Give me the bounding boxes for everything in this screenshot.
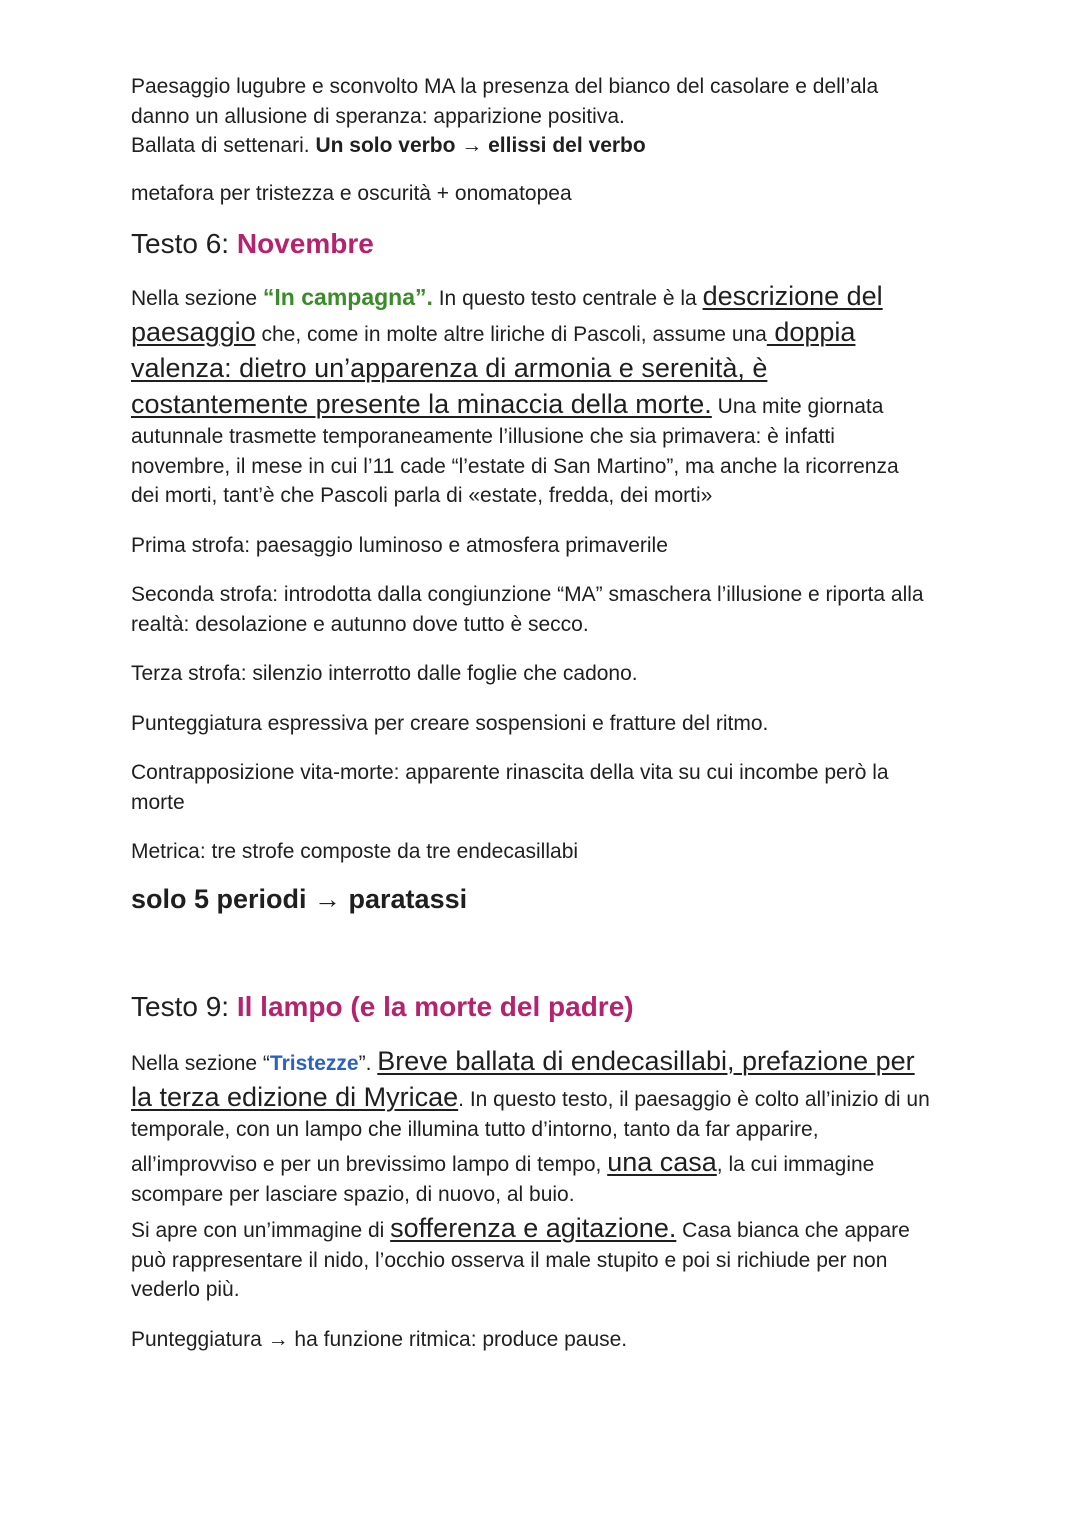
testo6-periodi: solo 5 periodi → paratassi [131,883,468,914]
testo6-section: “In campagna”. [262,284,433,310]
testo9-underline-3: sofferenza e agitazione. [390,1212,677,1243]
intro-line3: metafora per tristezza e oscurità + onomatopea [131,181,572,205]
testo9-label: Testo 9: [131,990,237,1022]
intro-paragraph [131,72,931,161]
testo6-underline-2: doppia valenza: dietro un’apparenza di armonia e serenità, è costantemente presente la minaccia della morte. [131,317,856,419]
testo6-p1-d: Una mite giornata autunnale trasmette temporaneamente l’illusione che sia primavera: è infatti novembre, il mese in cui l’11 cade “l’estate di San Martino”, ma anche la ricorrenza dei morti, tant’è che Pascoli parla di «estate, fredda, dei morti» [131,395,899,507]
testo6-p1-b: In questo testo centrale è la [432,287,703,310]
testo9-punteggiatura: Punteggiatura → ha funzione ritmica: produce pause. [131,1327,628,1351]
testo9-title: Il lampo (e la morte del padre) [236,990,634,1022]
testo6-underline-1: descrizione del paesaggio [131,281,883,347]
testo9-p1-c: . In questo testo, il paesaggio è colto all’inizio di un temporale, con un lampo che illumina tutto d’intorno, tanto da far apparire, all’improvviso e per un brevissimo lampo di tempo, [131,1087,930,1176]
testo9-section: Tristezze [269,1051,359,1075]
testo6-p1-a: Nella sezione [131,287,263,310]
document-page [131,72,931,1354]
testo6-heading [131,226,931,262]
testo9-p1-a: Nella sezione “ [131,1051,270,1075]
testo6-p1-c: che, come in molte altre liriche di Pascoli, assume una [255,323,767,346]
testo9-p1-d: , la cui immagine scompare per lasciare spazio, di nuovo, al buio. [131,1153,875,1206]
testo6-label: Testo 6: [131,228,237,259]
testo6-prima-strofa: Prima strofa: paesaggio luminoso e atmosfera primaverile [131,533,668,557]
testo6-terza-strofa: Terza strofa: silenzio interrotto dalle foglie che cadono. [131,662,638,685]
testo9-p2-a: Si apre con un’immagine di [131,1218,391,1242]
testo9-underline-1: Breve ballata di endecasillabi, prefazione per la terza edizione di Myricae [131,1045,915,1112]
intro-line1: Paesaggio lugubre e sconvolto MA la presenza del bianco del casolare e dell’ala danno un allusione di speranza: apparizione positiva. [131,75,879,128]
testo6-seconda-strofa: Seconda strofa: introdotta dalla congiunzione “MA” smaschera l’illusione e riporta alla realtà: desolazione e autunno dove tutto è secco. [131,583,924,636]
testo6-punteggiatura: Punteggiatura espressiva per creare sospensioni e fratture del ritmo. [131,711,769,735]
testo9-p2-b: Casa bianca che appare può rappresentare il nido, l’occhio osserva il male stupito e poi si richiude per non vederlo più. [131,1218,910,1301]
intro-line2-bold: Un solo verbo → ellissi del verbo [315,134,646,157]
testo9-heading [131,989,931,1025]
testo6-paragraph [131,278,931,511]
testo9-paragraph [131,1043,931,1305]
testo6-metrica: Metrica: tre strofe composte da tre endecasillabi [131,840,579,863]
intro-line2-plain: Ballata di settenari. [131,134,316,157]
testo6-title: Novembre [236,228,374,259]
testo6-contrapposizione: Contrapposizione vita-morte: apparente rinascita della vita su cui incombe però la morte [131,761,889,814]
testo9-underline-2: una casa [607,1147,717,1177]
testo9-p1-b: ”. [358,1051,378,1075]
